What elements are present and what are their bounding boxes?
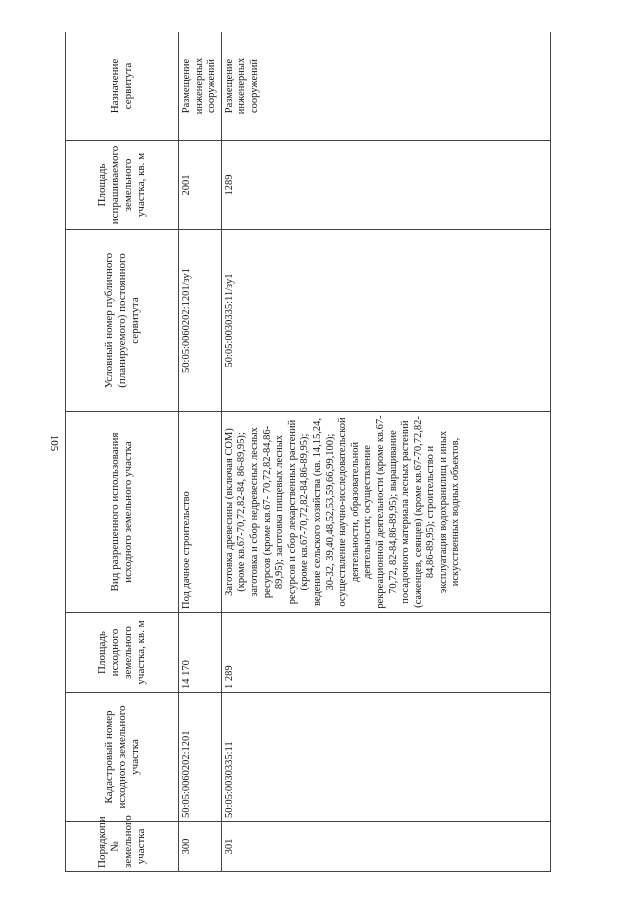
cell-parcel-area: 1 289 xyxy=(221,613,550,693)
rotated-table-container xyxy=(65,32,574,872)
cell-permitted-use: Под дачное строительство xyxy=(179,412,222,613)
header-parcel-number: Порядкопи № земельного участка xyxy=(66,822,179,872)
cell-servitude-area: 1289 xyxy=(221,141,550,230)
header-servitude-area: Площадь испрашиваемого земельного участка, кв. м xyxy=(66,141,179,230)
cell-cadastral-number: 50:05:0030335:11 xyxy=(221,693,550,822)
cell-permitted-use: Заготовка древесины (включая СОМ)(кроме кв.67-70,72,82-84, 86-89,95); заготовка и сбор недревесных лесных ресурсов (кроме кв.67- 70,72,82-84,86-89,95); заготовка пищевых лесных ресурсов и сбор лекарственных растений (кроме кв.67-70,72,82-84,86-89,95); ведение сельского хозяйства (кв. 14,15,24, 30-32, 39,40,48,52,53,59,66,99,100); осуществление научно-исследовательской деятельности, образовательной деятельности; осуществление рекреационной деятельности (кроме кв.67-70,72, 82-84,86-89,95); выращивание посадочного материала лесных растений (саженцев, сеянцев) (кроме кв.67-70,72,82-84,86-89,95); строительство и эксплуатация водохранилищ и иных искусственных водных объектов, xyxy=(221,412,550,613)
header-servitude-purpose: Назначение сервитута xyxy=(66,32,179,141)
servitude-table xyxy=(65,32,551,872)
cell-servitude-area: 2001 xyxy=(179,141,222,230)
cell-parcel-number: 301 xyxy=(221,822,550,872)
header-servitude-number: Условный номер публичного (планируемого) постоянного сервитута xyxy=(66,230,179,412)
cell-servitude-number: 50:05:0060202:1201/зу1 xyxy=(179,230,222,412)
header-cadastral-number: Кадастровый номер исходного земельного участка xyxy=(66,693,179,822)
cell-parcel-number: 300 xyxy=(179,822,222,872)
cell-parcel-area: 14 170 xyxy=(179,613,222,693)
table-frame xyxy=(65,32,574,872)
cell-servitude-purpose: Размещение инженерных сооружений xyxy=(221,32,550,141)
header-parcel-area: Площадь исходного земельного участка, кв. м xyxy=(66,613,179,693)
cell-servitude-purpose: Размещение инженерных сооружений xyxy=(179,32,222,141)
cell-servitude-number: 50:05:0030335:11/зу1 xyxy=(221,230,550,412)
table-row xyxy=(179,32,222,872)
page-number: 105 xyxy=(48,434,60,452)
cell-cadastral-number: 50:05:0060202:1201 xyxy=(179,693,222,822)
table-header-row xyxy=(66,32,179,872)
table-row xyxy=(221,32,550,872)
header-permitted-use: Вид разрешенного использования исходного земельного участка xyxy=(66,412,179,613)
